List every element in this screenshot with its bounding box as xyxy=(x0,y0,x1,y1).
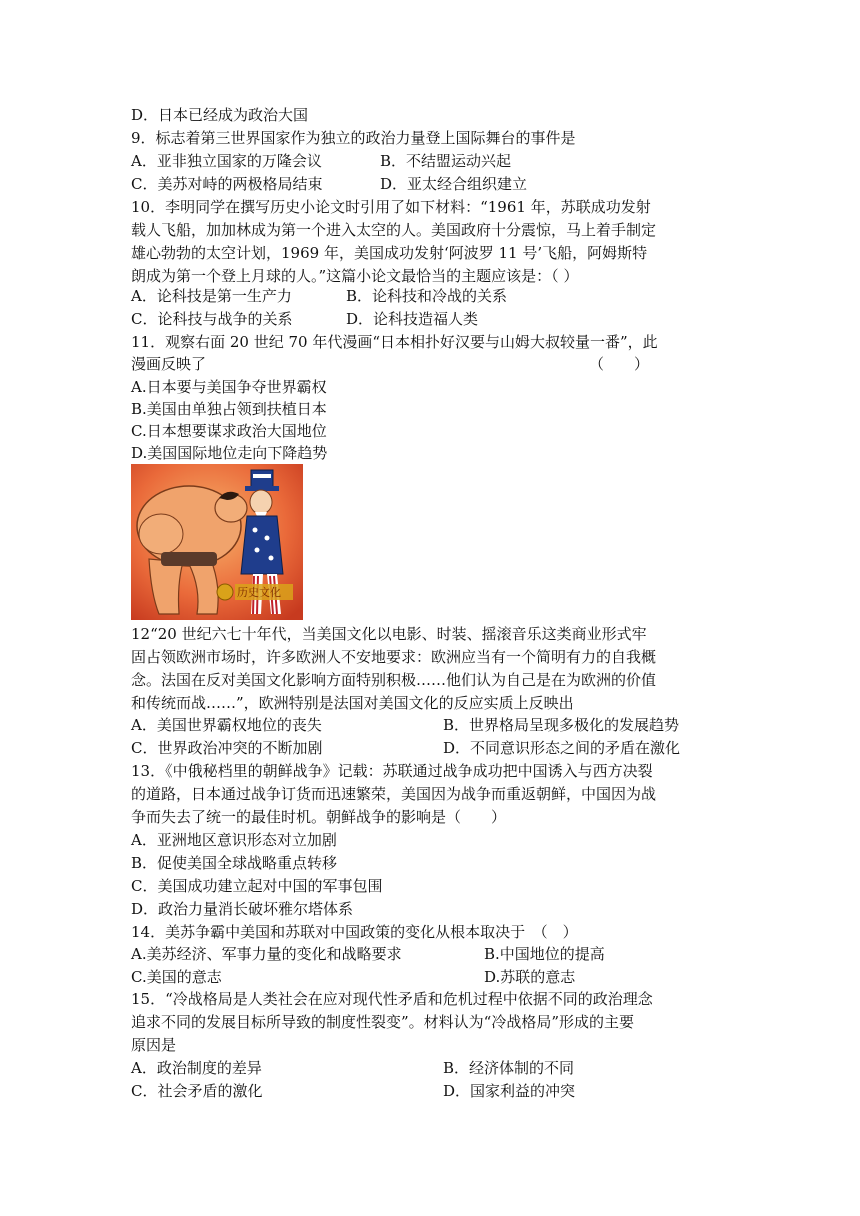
q15-option-c: C．社会矛盾的激化 xyxy=(131,1082,263,1100)
q13-stem-line3: 争而失去了统一的最佳时机。朝鲜战争的影响是（ ） xyxy=(131,808,507,826)
q14-stem: 14．美苏争霸中美国和苏联对中国政策的变化从根本取决于 （ ） xyxy=(131,923,578,941)
q13-stem-line1: 13．《中俄秘档里的朝鲜战争》记载：苏联通过战争成功把中国诱入与西方决裂 xyxy=(131,762,653,780)
q9-option-b: B．不结盟运动兴起 xyxy=(380,152,512,170)
q13-option-a: A．亚洲地区意识形态对立加剧 xyxy=(131,831,337,849)
sumo-vs-uncle-sam-cartoon-icon xyxy=(131,464,303,620)
q9-option-a: A．亚非独立国家的万隆会议 xyxy=(131,152,322,170)
q13-option-b: B．促使美国全球战略重点转移 xyxy=(131,854,338,872)
q14-option-a: A.美苏经济、军事力量的变化和战略要求 xyxy=(131,945,402,963)
q15-option-a: A．政治制度的差异 xyxy=(131,1059,262,1077)
q8-option-d: D．日本已经成为政治大国 xyxy=(131,106,309,124)
q15-stem-line1: 15．“冷战格局是人类社会在应对现代性矛盾和危机过程中依据不同的政治理念 xyxy=(131,990,653,1008)
q11-stem-line1: 11．观察右面 20 世纪 70 年代漫画“日本相扑好汉要与山姆大叔较量一番”，此 xyxy=(131,333,658,351)
q14-option-c: C.美国的意志 xyxy=(131,968,222,986)
q10-option-a: A．论科技是第一生产力 xyxy=(131,287,292,305)
q10-option-b: B．论科技和冷战的关系 xyxy=(346,287,508,305)
q10-option-d: D．论科技造福人类 xyxy=(346,310,479,328)
q10-stem-line3: 雄心勃勃的太空计划，1969 年，美国成功发射‘阿波罗 11 号’飞船，阿姆斯特 xyxy=(131,244,648,262)
q11-stem-line2: 漫画反映了 xyxy=(131,355,207,373)
q12-option-b: B．世界格局呈现多极化的发展趋势 xyxy=(443,716,680,734)
q13-option-d: D．政治力量消长破坏雅尔塔体系 xyxy=(131,900,354,918)
q9-option-c: C．美苏对峙的两极格局结束 xyxy=(131,175,323,193)
q15-option-b: B．经济体制的不同 xyxy=(443,1059,575,1077)
q12-stem-line2: 固占领欧洲市场时，许多欧洲人不安地要求：欧洲应当有一个简明有力的自我概 xyxy=(131,648,657,666)
q10-stem-line1: 10．李明同学在撰写历史小论文时引用了如下材料：“1961 年，苏联成功发射 xyxy=(131,198,651,216)
q12-stem-line4: 和传统而战……”，欧洲特别是法国对美国文化的反应实质上反映出 xyxy=(131,694,574,712)
q10-option-c: C．论科技与战争的关系 xyxy=(131,310,293,328)
cartoon-logo-text: 历史文化 xyxy=(237,586,281,599)
q11-option-d: D.美国国际地位走向下降趋势 xyxy=(131,444,328,462)
q9-stem: 9．标志着第三世界国家作为独立的政治力量登上国际舞台的事件是 xyxy=(131,129,576,147)
q11-option-a: A.日本要与美国争夺世界霸权 xyxy=(131,378,327,396)
q11-option-c: C.日本想要谋求政治大国地位 xyxy=(131,422,327,440)
q12-stem-line1: 12“20 世纪六七十年代，当美国文化以电影、时装、摇滚音乐这类商业形式牢 xyxy=(131,625,647,643)
q12-stem-line3: 念。法国在反对美国文化影响方面特别积极……他们认为自己是在为欧洲的价值 xyxy=(131,671,657,689)
sumo-cartoon-image xyxy=(131,464,303,620)
q12-option-d: D．不同意识形态之间的矛盾在激化 xyxy=(443,739,681,757)
q11-option-b: B.美国由单独占领到扶植日本 xyxy=(131,400,327,418)
q12-option-a: A．美国世界霸权地位的丧失 xyxy=(131,716,322,734)
q15-stem-line3: 原因是 xyxy=(131,1036,177,1054)
q9-option-d: D．亚太经合组织建立 xyxy=(380,175,528,193)
q11-answer-bracket: （ ） xyxy=(589,355,650,373)
q15-stem-line2: 追求不同的发展目标所导致的制度性裂变”。材料认为“冷战格局”形成的主要 xyxy=(131,1013,635,1031)
q12-option-c: C．世界政治冲突的不断加剧 xyxy=(131,739,323,757)
q15-option-d: D．国家利益的冲突 xyxy=(443,1082,576,1100)
q13-stem-line2: 的道路，日本通过战争订货而迅速繁荣，美国因为战争而重返朝鲜，中国因为战 xyxy=(131,785,657,803)
q14-option-b: B.中国地位的提高 xyxy=(484,945,605,963)
q13-option-c: C．美国成功建立起对中国的军事包围 xyxy=(131,877,383,895)
q10-stem-line4: 朗成为第一个登上月球的人。”这篇小论文最恰当的主题应该是：（ ） xyxy=(131,267,579,285)
q14-option-d: D.苏联的意志 xyxy=(484,968,576,986)
q10-stem-line2: 载人飞船，加加林成为第一个进入太空的人。美国政府十分震惊，马上着手制定 xyxy=(131,221,657,239)
